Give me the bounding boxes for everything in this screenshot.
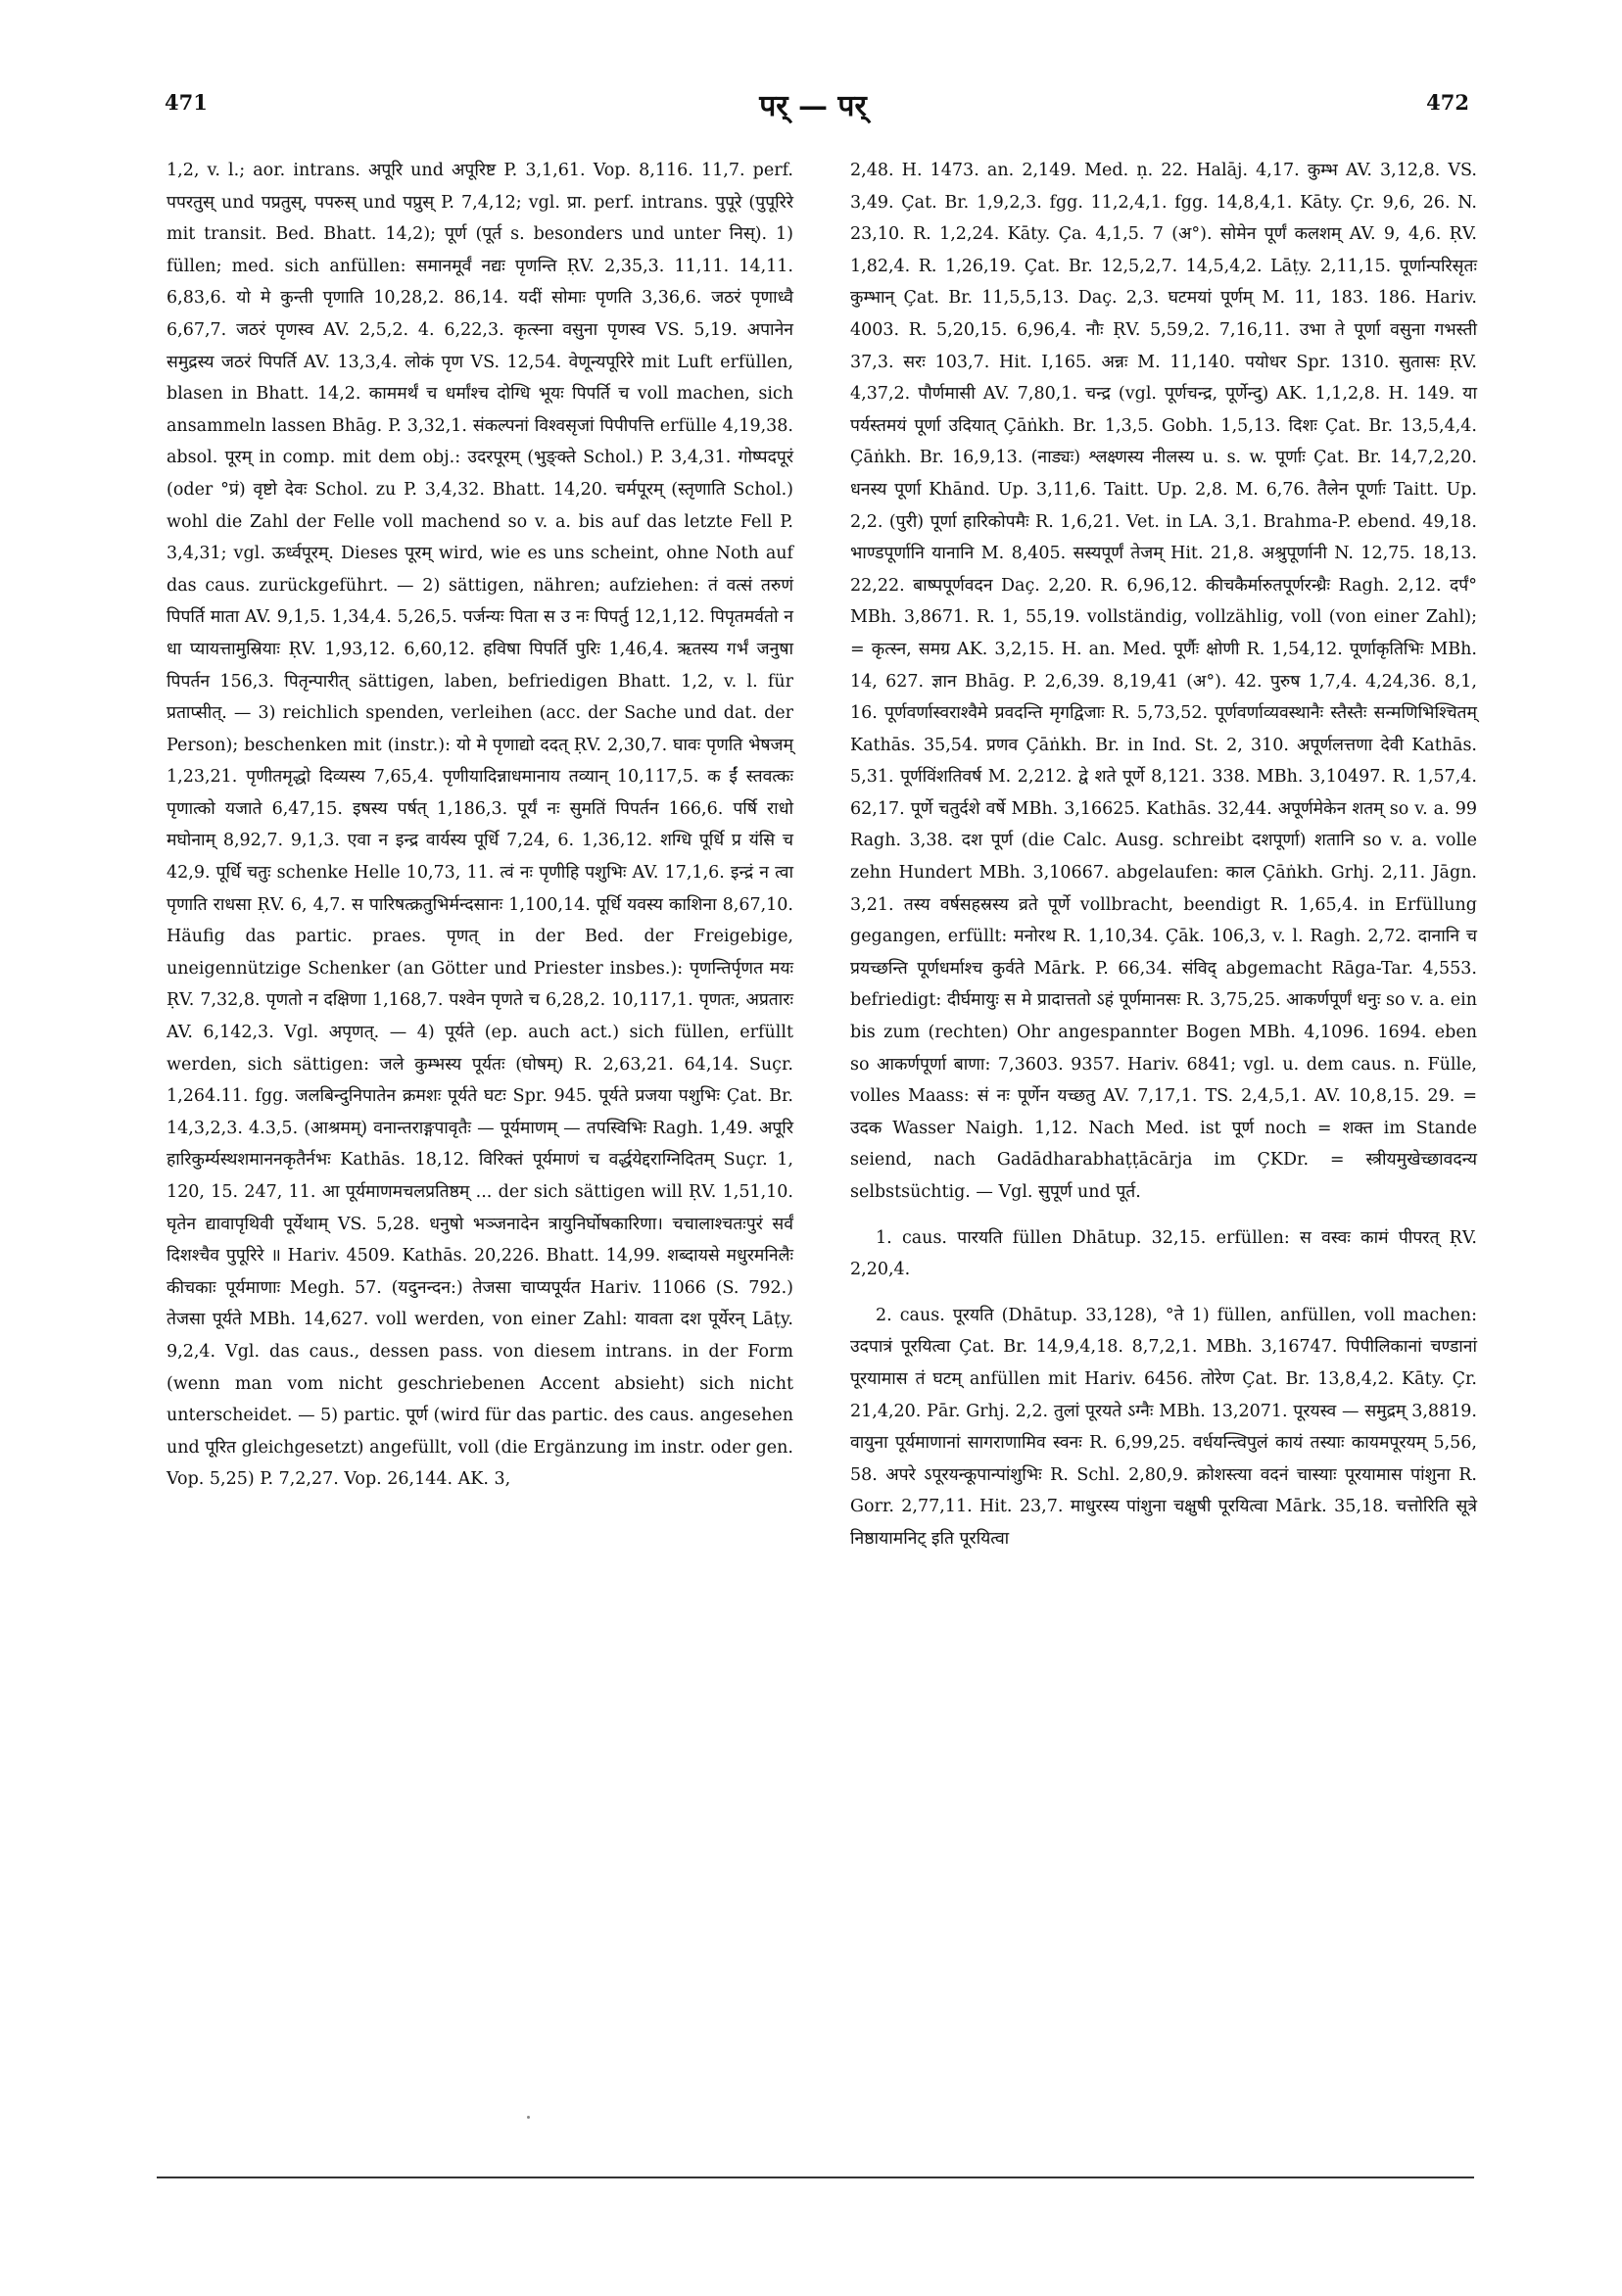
column-left xyxy=(167,155,793,1509)
page-number-left: 471 xyxy=(165,90,208,115)
footer-rule xyxy=(157,2176,1474,2178)
speck xyxy=(527,2116,530,2119)
page-number-right: 472 xyxy=(1426,90,1469,115)
page-header xyxy=(157,90,1469,129)
column-left-paragraph: 1,2, v. l.; aor. intrans. अपूरि und अपूरिष्ट P. 3,1,61. Vop. 8,116. 11,7. perf. पपरतुस् und पप्रतुस्, पपरुस् und पप्रुस् P. 7,4,12; vgl. प्रा. perf. intrans. पुपूरे (पुपूरिरे mit transit. Bed. Bhatt. 14,2); पूर्ण (पूर्त s. besonders und unter निस्). 1) füllen; med. sich anfüllen: समानमूर्वं नद्यः पृणन्ति ṚV. 2,35,3. 11,11. 14,11. 6,83,6. यो मे कुन्ती पृणाति 10,28,2. 86,14. यदीं सोमाः पृणति 3,36,6. जठरं पृणाध्वै 6,67,7. जठरं पृणस्व AV. 2,5,2. 4. 6,22,3. कृत्स्ना वसुना पृणस्व VS. 5,19. अपानेन समुद्रस्य जठरं पिपर्ति AV. 13,3,4. लोकं पृण VS. 12,54. वेणून्यपूरिरे mit Luft erfüllen, blasen in Bhatt. 14,2. काममर्थं च धर्मांश्च दोग्धि भूयः पिपर्ति च voll machen, sich ansammeln lassen Bhāg. P. 3,32,1. संकल्पनां विश्वसृजां पिपीपत्ति erfülle 4,19,38. absol. पूरम् in comp. mit dem obj.: उदरपूरम् (भुङ्क्ते Schol.) P. 3,4,31. गोष्पदपूरं (oder °प्रं) वृष्टो देवः Schol. zu P. 3,4,32. Bhatt. 14,20. चर्मपूरम् (स्तृणाति Schol.) wohl die Zahl der Felle voll machend so v. a. bis auf das letzte Fell P. 3,4,31; vgl. ऊर्ध्वपूरम्. Dieses पूरम् wird, wie es uns scheint, ohne Noth auf das caus. zurückgeführt. — 2) sättigen, nähren; aufziehen: तं वत्सं तरुणं पिपर्ति माता AV. 9,1,5. 1,34,4. 5,26,5. पर्जन्यः पिता स उ नः पिपर्तु 12,1,12. पिपृतमर्वतो न धा प्यायत्तामुस्रियाः ṚV. 1,93,12. 6,60,12. हविषा पिपर्ति पुरिः 1,46,4. ऋतस्य गर्भं जनुषा पिपर्तन 156,3. पितृन्पारीत् sättigen, laben, befriedigen Bhatt. 1,2, v. l. für प्रताप्सीत्. — 3) reichlich spenden, verleihen (acc. der Sache und dat. der Person); beschenken mit (instr.): यो मे पृणाद्यो ददत् ṚV. 2,30,7. घावः पृणति भेषजम् 1,23,21. पृणीतमृद्धो दिव्यस्य 7,65,4. पृणीयादिन्नाधमानाय तव्यान् 10,117,5. क ईं स्तवत्कः पृणात्को यजाते 6,47,15. इषस्य पर्षत् 1,186,3. पूर्यं नः सुमतिं पिपर्तन 166,6. पर्षि राधो मघोनाम् 8,92,7. 9,1,3. एवा न इन्द्र वार्यस्य पूर्धि 7,24, 6. 1,36,12. शग्धि पूर्धि प्र यंसि च 42,9. पूर्धि चतुः schenke Helle 10,73, 11. त्वं नः पृणीहि पशुभिः AV. 17,1,6. इन्द्रं न त्वा पृणाति राधसा ṚV. 6, 4,7. स पारिषत्क्रतुभिर्मन्दसानः 1,100,14. पूर्धि यवस्य काशिना 8,67,10. Häufig das partic. praes. पृणत् in der Bed. der Freigebige, uneigennützige Schenker (an Götter und Priester insbes.): पृणन्तिर्पृणत मयः ṚV. 7,32,8. पृणतो न दक्षिणा 1,168,7. पश्वेन पृणते च 6,28,2. 10,117,1. पृणतः, अप्रतारः AV. 6,142,3. Vgl. अपृणत्. — 4) पूर्यते (ep. auch act.) sich füllen, erfüllt werden, sich sättigen: जले कुम्भस्य पूर्यतः (घोषम्) R. 2,63,21. 64,14. Suçr. 1,264.11. fgg. जलबिन्दुनिपातेन क्रमशः पूर्यते घटः Spr. 945. पूर्यते प्रजया पशुभिः Çat. Br. 14,3,2,3. 4.3,5. (आश्रमम्) वनान्तराङ्गपावृतैः — पूर्यमाणम् — तपस्विभिः Ragh. 1,49. अपूरि हारिकुर्म्यस्थशमाननकृतैर्नभः Kathās. 18,12. विरिक्तं पूर्यमाणं च वर्द्धयेद्दराग्निदितम् Suçr. 1, 120, 15. 247, 11. आ पूर्यमाणमचलप्रतिष्ठम् ... der sich sättigen will ṚV. 1,51,10. घृतेन द्यावापृथिवी पूर्येथाम् VS. 5,28. धनुषो भञ्जनादेन त्रायुनिर्घोषकारिणा। चचालाश्चतःपुरं सर्वं दिशश्चैव पुपूरिरे ॥ Hariv. 4509. Kathās. 20,226. Bhatt. 14,99. शब्दायसे मधुरमनिलैः कीचकाः पूर्यमाणाः Megh. 57. (यदुनन्दन:) तेजसा चाप्यपूर्यत Hariv. 11066 (S. 792.) तेजसा पूर्यते MBh. 14,627. voll werden, von einer Zahl: यावता दश पूर्येरन् Lāṭy. 9,2,4. Vgl. das caus., dessen pass. von diesem intrans. in der Form (wenn man vom nicht geschriebenen Accent absieht) sich nicht unterscheidet. — 5) partic. पूर्ण (wird für das partic. des caus. angesehen und पूरित gleichgesetzt) angefüllt, voll (die Ergänzung im instr. oder gen. Vop. 5,25) P. 7,2,27. Vop. 26,144. AK. 3, xyxy=(167,161,793,1490)
column-right-paragraph: 2,48. H. 1473. an. 2,149. Med. ṇ. 22. Halāj. 4,17. कुम्भ AV. 3,12,8. VS. 3,49. Çat. Br. 1,9,2,3. fgg. 11,2,4,1. fgg. 14,8,4,1. Kāty. Çr. 9,6, 26. N. 23,10. R. 1,2,24. Kāty. Ça. 4,1,5. 7 (अ°). सोमेन पूर्णं कलशम् AV. 9, 4,6. ṚV. 1,82,4. R. 1,26,19. Çat. Br. 12,5,2,7. 14,5,4,2. Lāṭy. 2,11,15. पूर्णान्परिसृतः कुम्भान् Çat. Br. 11,5,5,13. Daç. 2,3. घटमयां पूर्णम् M. 11, 183. 186. Hariv. 4003. R. 5,20,15. 6,96,4. नौः ṚV. 5,59,2. 7,16,11. उभा ते पूर्णा वसुना गभस्ती 37,3. सरः 103,7. Hit. I,165. अन्नः M. 11,140. पयोधर Spr. 1310. सुतासः ṚV. 4,37,2. पौर्णमासी AV. 7,80,1. चन्द्र (vgl. पूर्णचन्द्र, पूर्णेन्दु) AK. 1,1,2,8. H. 149. या पर्यस्तमयं पूर्णा उदियात् Çāṅkh. Br. 1,3,5. Gobh. 1,5,13. दिशः Çat. Br. 13,5,4,4. Çāṅkh. Br. 16,9,13. (नाड्यः) श्लक्ष्णस्य नीलस्य u. s. w. पूर्णाः Çat. Br. 14,7,2,20. धनस्य पूर्णा Khānd. Up. 3,11,6. Taitt. Up. 2,8. M. 6,76. तैलेन पूर्णाः Taitt. Up. 2,2. (पुरी) पूर्णा हारिकोपमैः R. 1,6,21. Vet. in LA. 3,1. Brahma-P. ebend. 49,18. भाण्डपूर्णानि यानानि M. 8,405. सस्यपूर्णं तेजम् Hit. 21,8. अश्रुपूर्णानी N. 12,75. 18,13. 22,22. बाष्पपूर्णवदन Daç. 2,20. R. 6,96,12. कीचकैर्मारुतपूर्णरन्ध्रैः Ragh. 2,12. दर्पं° MBh. 3,8671. R. 1, 55,19. vollständig, vollzählig, voll (von einer Zahl); = कृत्स्न, समग्र AK. 3,2,15. H. an. Med. पूर्णैः क्षोणी R. 1,54,12. पूर्णाकृतिभिः MBh. 14, 627. ज्ञान Bhāg. P. 2,6,39. 8,19,41 (अ°). 42. पुरुष 1,7,4. 4,24,36. 8,1, 16. पूर्णवर्णास्वराश्वैमे प्रवदन्ति मृगद्विजाः R. 5,73,52. पूर्णवर्णाव्यवस्थानैः स्तैस्तैः सन्मणिभिश्चितम् Kathās. 35,54. प्रणव Çāṅkh. Br. in Ind. St. 2, 310. अपूर्णलत्तणा देवी Kathās. 5,31. पूर्णविंशतिवर्ष M. 2,212. द्वे शते पूर्णे 8,121. 338. MBh. 3,10497. R. 1,57,4. 62,17. पूर्णे चतुर्दशे वर्षे MBh. 3,16625. Kathās. 32,44. अपूर्णमेकेन शतम् so v. a. 99 Ragh. 3,38. दश पूर्ण (die Calc. Ausg. schreibt दशपूर्णा) शतानि so v. a. volle zehn Hundert MBh. 3,10667. abgelaufen: काल Çāṅkh. Grhj. 2,11. Jāgn. 3,21. तस्य वर्षसहस्रस्य व्रते पूर्णे vollbracht, beendigt R. 1,65,4. in Erfüllung gegangen, erfüllt: मनोरथ R. 1,10,34. Çāk. 106,3, v. l. Ragh. 2,72. दानानि च प्रयच्छन्ति पूर्णधर्माश्च कुर्वते Mārk. P. 66,34. संविद् abgemacht Rāga-Tar. 4,553. befriedigt: दीर्घमायुः स मे प्रादात्ततो ऽहं पूर्णमानसः R. 3,75,25. आकर्णपूर्णं धनुः so v. a. ein bis zum (rechten) Ohr angespannter Bogen MBh. 4,1096. 1694. eben so आकर्णपूर्णा बाणा: 7,3603. 9357. Hariv. 6841; vgl. u. dem caus. n. Fülle, volles Maass: सं नः पूर्णेन यच्छतु AV. 7,17,1. TS. 2,4,5,1. AV. 10,8,15. 29. = उदक Wasser Naigh. 1,12. Nach Med. ist पूर्ण noch = शक्त im Stande seiend, nach Gadādharabhaṭṭācārja im ÇKDr. = स्त्रीयमुखेच्छावदन्य selbstsüchtig. — Vgl. सुपूर्ण und पूर्त. xyxy=(850,161,1477,1202)
column-right xyxy=(850,155,1477,1569)
caus-2-paragraph: 2. caus. पूरयति (Dhātup. 33,128), °ते 1) füllen, anfüllen, voll machen: उदपात्रं पूरयित्वा Çat. Br. 14,9,4,18. 8,7,2,1. MBh. 3,16747. पिपीलिकानां चण्डानां पूरयामास तं घटम् anfüllen mit Hariv. 6456. तोरेण Çat. Br. 13,8,4,2. Kāty. Çr. 21,4,20. Pār. Grhj. 2,2. तुलां पूरयते ऽग्नैः MBh. 13,2071. पूरयस्व — समुद्रम् 3,8819. वायुना पूर्यमाणानां सागराणामिव स्वनः R. 6,99,25. वर्धयन्त्विपुलं कायं तस्याः कायमपूरयम् 5,56, 58. अपरे ऽपूरयन्कूपान्पांशुभिः R. Schl. 2,80,9. क्रोशस्त्या वदनं चास्याः पूरयामास पांशुना R. Gorr. 2,77,11. Hit. 23,7. माधुरस्य पांशुना चक्षुषी पूरयित्वा Mārk. 35,18. चत्तोरिति सूत्रे निष्ठायामनिट् इति पूरयित्वा xyxy=(850,1305,1477,1549)
caus-1-paragraph: 1. caus. पारयति füllen Dhātup. 32,15. erfüllen: स वस्वः कामं पीपरत् ṚV. 2,20,4. xyxy=(850,1227,1477,1280)
running-head: पर् — पर् xyxy=(759,89,867,123)
